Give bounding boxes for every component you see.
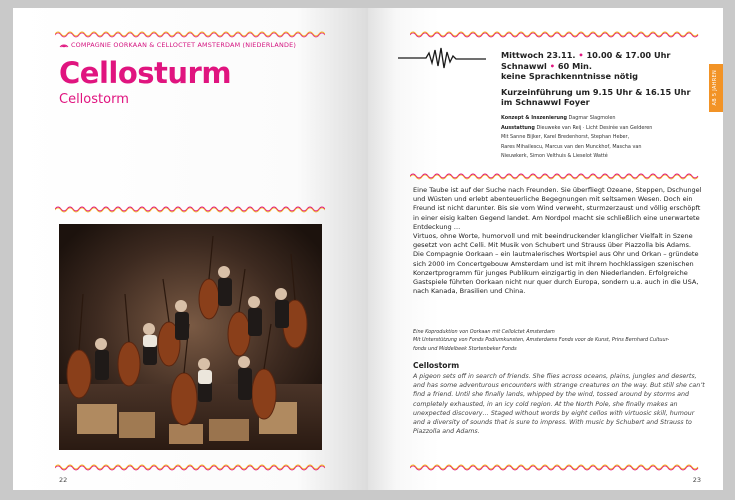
top-wave-divider-right <box>410 30 700 38</box>
credits <box>501 114 701 162</box>
bottom-wave-divider-left <box>55 463 325 471</box>
age-tab-label: AB 5 JAHREN <box>712 70 718 106</box>
german-paragraph-3: Die Compagnie Oorkaan – ein lautmalerisches Wortspiel aus Ohr und Orkan – gründete sich 2000 im Concertgebouw Amsterdam und ist mit ihrem hochklassigen szenischen Konzertprogramm für junges Publikum einzigartig in den Niederlanden. Erfolgreiche Gastspiele führten Oorkaan nicht nur quer durch Europa, sondern u.a. auch in die USA, nach Kanada, Brasilien und China. <box>413 250 699 296</box>
event-language-note: keine Sprachkenntnisse nötig <box>501 71 638 81</box>
german-paragraph-1: Eine Taube ist auf der Suche nach Freunden. Sie überfliegt Ozeane, Steppen, Dschungel und Wüsten und erlebt abenteuerliche Begegnungen mit seltsamen Wesen. Doch ein Freund ist nicht darunter. Bis sie vom Wind verweht, sturmzerzaust und völlig erschöpft in einer eisig kalten Gegend landet. Am Nordpol macht sie schließlich eine unerwartete Entdeckung … <box>413 186 702 231</box>
event-line-2 <box>501 61 701 72</box>
mid-wave-divider-right <box>410 172 700 180</box>
support-credits <box>413 328 703 353</box>
credit-concept <box>501 114 701 124</box>
sound-wave-icon <box>59 41 69 48</box>
event-day: Mittwoch 23.11. <box>501 50 576 60</box>
event-venue: Schnawwl <box>501 60 547 71</box>
cellists-photo <box>59 224 322 450</box>
german-paragraph-2: Virtuos, ohne Worte, humorvoll und mit beeindruckender klanglicher Vielfalt in Szene gesetzt von acht Celli. Mit Musik von Schubert und Strauss über Piazzolla bis Adams. <box>413 232 693 250</box>
bottom-wave-divider-right <box>410 463 700 471</box>
support-line-1: Eine Koproduktion von Oorkaan mit Cellolctet Amsterdam <box>413 329 555 335</box>
top-wave-divider <box>55 30 325 38</box>
magazine-spread <box>13 8 723 490</box>
right-page <box>368 8 723 490</box>
page-number-right: 23 <box>692 476 701 484</box>
mid-wave-divider <box>55 205 325 213</box>
credit-design <box>501 124 701 134</box>
event-duration: 60 Min. <box>557 60 592 71</box>
separator-dot: • <box>549 60 555 71</box>
english-description: A pigeon sets off in search of friends. She flies across oceans, plains, jungles and deserts, and has some adventurous encounters with strange creatures on the way. But still she can’t find a friend. Until she finally lands, whipped by the wind, tossed around by storms and completely exhausted, in an icy cold region. At the North Pole, she finally makes an unexpected discovery… Staged without words by eight cellos with virtuosic skill, humour and a diversity of sounds that is sure to impress. With music by Schubert and Strauss to Piazzolla and Adams. <box>413 373 705 436</box>
company-line <box>59 41 296 49</box>
credit-cast-1: Mit Sanne Bijker, Karel Bredenhorst, Stephan Heber, <box>501 134 630 141</box>
credit-design-value: Dieuweke van Reij · Licht Desirée van Gelderen <box>536 124 653 131</box>
page-number-left: 22 <box>59 476 68 484</box>
event-info <box>501 50 701 108</box>
event-line-1 <box>501 50 701 61</box>
support-line-2: Mit Unterstützung von Fonds Podiumkunsten, Amsterdams Fonds voor de Kunst, Prins Bernhard Cultuur- <box>413 337 670 344</box>
event-times: 10.00 & 17.00 Uhr <box>586 50 671 60</box>
company-name: COMPAGNIE OORKAAN & CELLOCTET AMSTERDAM (NIEDERLANDE) <box>71 41 297 49</box>
separator-dot: • <box>578 50 584 60</box>
page-title: Cellosturm <box>59 56 232 90</box>
age-tab <box>709 64 723 112</box>
intro-line-1: Kurzeinführung um 9.15 Uhr & 16.15 Uhr <box>501 86 691 97</box>
cellists-ensemble-photo-icon <box>59 224 322 450</box>
german-description <box>413 186 707 296</box>
heartbeat-line-icon <box>398 47 486 69</box>
credit-concept-label: Konzept & Inszenierung <box>501 115 567 121</box>
credit-cast-2: Rares Mihailescu, Marcus van den Munckhof, Mascha van <box>501 143 642 150</box>
intro-line-2: im Schnawwl Foyer <box>501 97 590 107</box>
credit-design-label: Ausstattung <box>501 124 535 131</box>
credit-concept-value: Dagmar Slagmolen <box>568 115 616 121</box>
credit-cast-3: Nieuwkerk, Simon Velthuis & Lieselot Watté <box>501 153 608 160</box>
page-subtitle: Cellostorm <box>59 92 129 107</box>
english-title: Cellostorm <box>413 361 460 370</box>
left-page <box>13 8 368 490</box>
support-line-3: fonds und Middelbeek Stortenbeker Fonds <box>413 345 517 352</box>
